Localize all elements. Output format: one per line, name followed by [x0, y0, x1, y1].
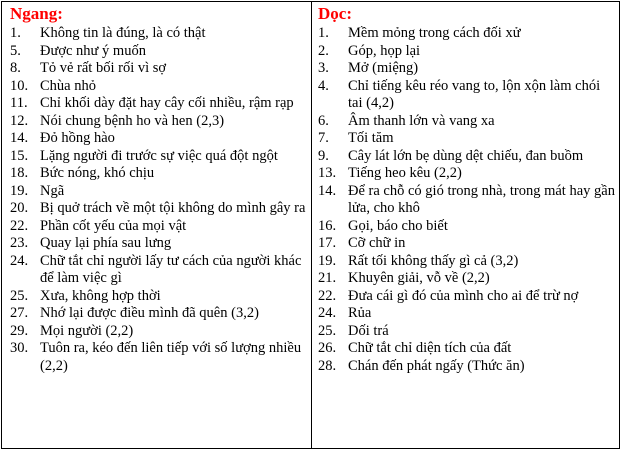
doc-clue-item: [318, 130, 616, 148]
clue-text: Góp, họp lại: [348, 42, 421, 59]
clue-number: 17.: [318, 235, 337, 251]
clue-number: 15.: [10, 147, 29, 164]
clue-text: Rất tối không thấy gì cả (3,2): [348, 252, 519, 269]
clue-number: 6.: [318, 112, 329, 129]
clue-number: 26.: [318, 340, 337, 356]
clue-number: 3.: [318, 60, 329, 76]
clue-text: Âm thanh lớn và vang xa: [348, 112, 495, 129]
clue-text: Chữ tắt chỉ diện tích của đất: [348, 340, 512, 356]
ngang-clue-item: [10, 323, 308, 341]
clue-number: 1.: [318, 25, 329, 41]
ngang-clue-item: [10, 183, 308, 201]
clue-number: 1.: [10, 25, 21, 41]
ngang-clue-item: [10, 148, 308, 166]
ngang-clue-item: [10, 340, 308, 375]
clue-text: Đưa cái gì đó của mình cho ai để trừ nợ: [348, 287, 579, 304]
doc-clue-item: [318, 305, 616, 323]
doc-clue-item: [318, 60, 616, 78]
clue-text: Xưa, không hợp thời: [40, 287, 161, 304]
clue-number: 19.: [10, 182, 29, 199]
clue-text: Khuyên giải, vỗ về (2,2): [348, 270, 490, 286]
clue-text: Chùa nhỏ: [40, 77, 96, 94]
clue-number: 14.: [10, 130, 29, 146]
doc-clue-item: [318, 358, 616, 376]
clue-number: 18.: [10, 165, 29, 181]
clue-text: Phần cốt yếu của mọi vật: [40, 217, 187, 234]
clue-text: Quay lại phía sau lưng: [40, 235, 172, 251]
doc-clue-item: [318, 288, 616, 306]
clue-number: 11.: [10, 95, 28, 111]
clue-number: 16.: [318, 217, 337, 234]
clue-number: 8.: [10, 60, 21, 76]
clue-number: 30.: [10, 340, 29, 356]
clue-number: 5.: [10, 42, 21, 59]
clue-number: 24.: [10, 252, 29, 269]
clue-text: Chữ tắt chỉ người lấy tư cách của người khác để làm việc gì: [40, 252, 302, 286]
ngang-clue-item: [10, 43, 308, 61]
ngang-clue-item: [10, 25, 308, 43]
ngang-column: [10, 4, 308, 375]
clue-text: Dối trá: [348, 322, 389, 339]
clue-text: Rủa: [348, 305, 372, 321]
clue-text: Được như ý muốn: [40, 42, 146, 59]
doc-clue-item: [318, 235, 616, 253]
clue-text: Chỉ khối dày đặt hay cây cối nhiều, rậm rạp: [40, 95, 294, 111]
ngang-clue-list: [10, 25, 308, 375]
ngang-clue-item: [10, 235, 308, 253]
clue-text: Cây lát lớn bẹ dùng dệt chiếu, đan buồm: [348, 147, 584, 164]
clue-text: Tiếng heo kêu (2,2): [348, 165, 462, 181]
clue-text: Mềm mỏng trong cách đối xử: [348, 25, 521, 41]
clue-text: Tuôn ra, kéo đến liên tiếp với số lượng nhiều (2,2): [40, 340, 302, 374]
doc-clue-item: [318, 340, 616, 358]
doc-clue-item: [318, 113, 616, 131]
clue-number: 14.: [318, 182, 337, 199]
clue-number: 9.: [318, 147, 329, 164]
ngang-clue-item: [10, 253, 308, 288]
ngang-clue-item: [10, 165, 308, 183]
doc-clue-item: [318, 218, 616, 236]
clue-text: Lặng người đi trước sự việc quá đột ngột: [40, 147, 278, 164]
ngang-clue-item: [10, 200, 308, 218]
clue-number: 25.: [10, 287, 29, 304]
doc-clue-item: [318, 253, 616, 271]
ngang-clue-item: [10, 130, 308, 148]
crossword-clues-table: [1, 1, 620, 449]
ngang-clue-item: [10, 113, 308, 131]
doc-clue-item: [318, 165, 616, 183]
clue-number: 20.: [10, 200, 29, 216]
clue-text: Mở (miệng): [348, 60, 419, 76]
doc-clue-item: [318, 270, 616, 288]
ngang-clue-item: [10, 305, 308, 323]
clue-number: 12.: [10, 112, 29, 129]
ngang-clue-item: [10, 78, 308, 96]
ngang-clue-item: [10, 95, 308, 113]
clue-text: Tỏ vẻ rất bối rối vì sợ: [40, 60, 167, 76]
clue-text: Bức nóng, khó chịu: [40, 165, 155, 181]
clue-number: 4.: [318, 77, 329, 94]
clue-text: Tối tăm: [348, 130, 394, 146]
column-divider: [311, 2, 312, 448]
clue-text: Mọi người (2,2): [40, 322, 134, 339]
clue-number: 22.: [10, 217, 29, 234]
clue-number: 24.: [318, 305, 337, 321]
doc-clue-list: [318, 25, 616, 375]
clue-text: Chỉ tiếng kêu réo vang to, lộn xộn làm chói tai (4,2): [348, 77, 601, 111]
clue-text: Bị quở trách về một tội không do mình gây ra: [40, 200, 306, 216]
doc-column: [318, 4, 616, 375]
ngang-clue-item: [10, 60, 308, 78]
doc-clue-item: [318, 148, 616, 166]
doc-clue-item: [318, 183, 616, 218]
clue-text: Nói chung bệnh ho và hen (2,3): [40, 112, 225, 129]
doc-clue-item: [318, 323, 616, 341]
clue-number: 29.: [10, 322, 29, 339]
clue-number: 28.: [318, 357, 337, 374]
clue-number: 27.: [10, 305, 29, 321]
clue-text: Chán đến phát ngấy (Thức ăn): [348, 357, 525, 374]
clue-text: Nhớ lại được điều mình đã quên (3,2): [40, 305, 259, 321]
ngang-clue-item: [10, 288, 308, 306]
doc-clue-item: [318, 25, 616, 43]
clue-number: 10.: [10, 77, 29, 94]
clue-number: 23.: [10, 235, 29, 251]
clue-number: 7.: [318, 130, 329, 146]
clue-text: Gọi, báo cho biết: [348, 217, 448, 234]
clue-text: Để ra chỗ có gió trong nhà, trong mát hay gần lửa, cho khô: [348, 182, 615, 216]
clue-number: 25.: [318, 322, 337, 339]
clue-text: Không tin là đúng, là có thật: [40, 25, 206, 41]
ngang-clue-item: [10, 218, 308, 236]
clue-number: 19.: [318, 252, 337, 269]
doc-clue-item: [318, 78, 616, 113]
clue-text: Đỏ hồng hào: [40, 130, 115, 146]
doc-clue-item: [318, 43, 616, 61]
clue-number: 13.: [318, 165, 337, 181]
clue-number: 21.: [318, 270, 337, 286]
clue-number: 22.: [318, 287, 337, 304]
doc-heading: Dọc:: [318, 4, 352, 23]
clue-text: Cỡ chữ in: [348, 235, 406, 251]
clue-text: Ngã: [40, 182, 65, 199]
clue-number: 2.: [318, 42, 329, 59]
ngang-heading: Ngang:: [10, 4, 63, 23]
